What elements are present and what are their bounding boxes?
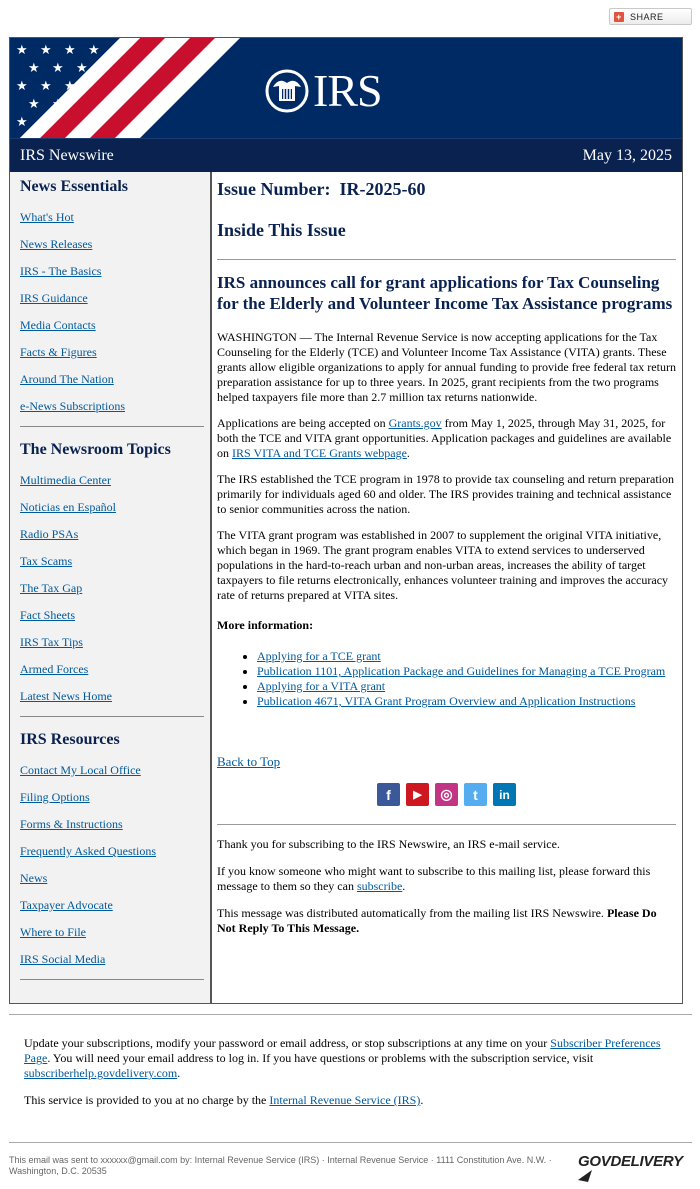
more-info-label: More information:: [217, 618, 314, 632]
header-banner: [10, 38, 682, 138]
sidebar-link[interactable]: Media Contacts: [20, 318, 96, 332]
more-info-link[interactable]: Applying for a VITA grant: [257, 679, 386, 693]
instagram-icon[interactable]: ◎: [435, 783, 458, 806]
sidebar-heading: IRS Resources: [20, 731, 120, 748]
subscription-info: [24, 1036, 674, 1120]
sidebar-link[interactable]: Facts & Figures: [20, 345, 97, 359]
envelope-icon: [578, 1170, 592, 1182]
more-info-link[interactable]: Applying for a TCE grant: [257, 649, 381, 663]
svg-text:★: ★: [52, 97, 64, 112]
paragraph: The IRS established the TCE program in 1978 to provide tax counseling and return preparation primarily for individuals aged 60 and older. The IRS provides training and technical assistance to senior communities across the nation.: [217, 472, 675, 516]
newsletter-frame: [9, 37, 683, 1004]
sidebar-heading: News Essentials: [20, 178, 129, 195]
sidebar-link[interactable]: Taxpayer Advocate: [20, 898, 113, 912]
more-info-link[interactable]: Publication 4671, VITA Grant Program Overview and Application Instructions: [257, 694, 636, 708]
svg-text:★: ★: [40, 43, 52, 58]
logo-wordmark: IRS: [313, 65, 382, 116]
preferences-link[interactable]: Subscriber Preferences Page: [24, 1036, 661, 1065]
issue-number: [217, 177, 676, 201]
youtube-icon[interactable]: ▶: [406, 783, 429, 806]
update-text: Update your subscriptions, modify your password or email address, or stop subscriptions at any time on your Subscriber Preferences Page. You will need your email address to log in. If you have questions or problems with the subscription service, visit subscriberhelp.govdelivery.com.: [24, 1036, 661, 1080]
sent-to-text: This email was sent to xxxxxx@gmail.com by: Internal Revenue Service (IRS) · Internal Revenue Service · 1111 Constitution Ave. N.W. · Washington, D.C. 20535: [9, 1155, 552, 1176]
svg-text:★: ★: [16, 115, 28, 130]
svg-text:★: ★: [16, 43, 28, 58]
sidebar-link[interactable]: News Releases: [20, 237, 93, 251]
thanks-text: Thank you for subscribing to the IRS Newswire, an IRS e-mail service.: [217, 837, 560, 851]
distribution-text: This message was distributed automatically from the mailing list IRS Newswire. Please Do Not Reply To This Message.: [217, 906, 657, 935]
sidebar-link[interactable]: Armed Forces: [20, 662, 89, 676]
sidebar-link[interactable]: IRS Guidance: [20, 291, 88, 305]
divider: [20, 716, 204, 717]
subscribe-link[interactable]: subscribe: [356, 879, 403, 893]
footer-notes: [217, 837, 676, 936]
govdelivery-logo[interactable]: [578, 1153, 700, 1187]
sidebar-link[interactable]: Forms & Instructions: [20, 817, 123, 831]
list-item: [257, 664, 676, 679]
irs-link[interactable]: Internal Revenue Service (IRS): [269, 1093, 421, 1107]
linkedin-icon[interactable]: in: [493, 783, 516, 806]
sidebar-link[interactable]: Frequently Asked Questions: [20, 844, 156, 858]
inside-title: Inside This Issue: [217, 220, 346, 240]
newsletter-title: IRS Newswire: [20, 146, 114, 164]
list-item: [257, 679, 676, 694]
svg-text:★: ★: [40, 79, 52, 94]
sidebar-link[interactable]: Where to File: [20, 925, 86, 939]
sidebar-heading: The Newsroom Topics: [20, 441, 171, 458]
divider: [20, 979, 204, 980]
share-button[interactable]: [609, 8, 692, 25]
sidebar-link[interactable]: What's Hot: [20, 210, 74, 224]
list-item: [257, 694, 676, 709]
grants-gov-link[interactable]: Grants.gov: [388, 416, 442, 430]
govdelivery-wordmark: GOVDELIVERY: [578, 1153, 683, 1170]
svg-text:★: ★: [88, 43, 100, 58]
article-headline: IRS announces call for grant applications for Tax Counseling for the Elderly and Volunteer Income Tax Assistance programs: [217, 273, 673, 313]
facebook-icon[interactable]: f: [377, 783, 400, 806]
social-icons: [217, 783, 676, 806]
sidebar-link[interactable]: Noticias en Español: [20, 500, 116, 514]
svg-text:★: ★: [16, 79, 28, 94]
irs-logo[interactable]: [265, 65, 382, 116]
sidebar-link[interactable]: Tax Scams: [20, 554, 73, 568]
sidebar-link[interactable]: Fact Sheets: [20, 608, 75, 622]
sidebar-link[interactable]: Contact My Local Office: [20, 763, 141, 777]
svg-text:★: ★: [76, 61, 88, 76]
svg-text:★: ★: [28, 97, 40, 112]
sidebar-link[interactable]: The Tax Gap: [20, 581, 83, 595]
svg-text:★: ★: [64, 43, 76, 58]
eagle-emblem-icon: [265, 69, 309, 113]
service-text: This service is provided to you at no charge by the Internal Revenue Service (IRS).: [24, 1093, 424, 1107]
divider: [217, 824, 676, 825]
divider: [9, 1014, 692, 1015]
issue-id: IR-2025-60: [339, 179, 426, 199]
divider: [20, 426, 204, 427]
divider: [217, 259, 676, 260]
sidebar-link[interactable]: e-News Subscriptions: [20, 399, 125, 413]
sidebar-link[interactable]: IRS - The Basics: [20, 264, 102, 278]
back-to-top-link[interactable]: Back to Top: [217, 754, 281, 769]
sidebar: [10, 172, 212, 1003]
sidebar-link[interactable]: Filing Options: [20, 790, 90, 804]
sidebar-link[interactable]: Around The Nation: [20, 372, 114, 386]
sidebar-link[interactable]: IRS Tax Tips: [20, 635, 83, 649]
sidebar-link[interactable]: IRS Social Media: [20, 952, 106, 966]
twitter-icon[interactable]: t: [464, 783, 487, 806]
sidebar-link[interactable]: Multimedia Center: [20, 473, 111, 487]
list-item: [257, 649, 676, 664]
more-info-link[interactable]: Publication 1101, Application Package and Guidelines for Managing a TCE Program: [257, 664, 666, 678]
issue-label: Issue Number:: [217, 179, 331, 199]
svg-text:★: ★: [64, 79, 76, 94]
help-link[interactable]: subscriberhelp.govdelivery.com: [24, 1066, 178, 1080]
issue-date: May 13, 2025: [582, 146, 672, 164]
share-label: SHARE: [630, 11, 664, 22]
main-content: [217, 172, 682, 948]
grants-webpage-link[interactable]: IRS VITA and TCE Grants webpage: [232, 446, 407, 460]
more-info-list: [217, 649, 676, 709]
paragraph: The VITA grant program was established in 2007 to supplement the original VITA initiative, which began in 1969. The grant program enables VITA to extend services to underserved populations in the hard-to-reach urban and non-urban areas, increases the ability of target taxpayers to file returns electronically, enhances volunteer training and improves the accuracy rate of returns prepared at VITA sites.: [217, 528, 669, 602]
title-bar: [10, 138, 682, 172]
sidebar-link[interactable]: Latest News Home: [20, 689, 112, 703]
paragraph: Applications are being accepted on Grants.gov from May 1, 2025, through May 31, 2025, for both the TCE and VITA grant opportunities. Application packages and guidelines are available on IRS VITA and TCE Grants webpage.: [217, 416, 672, 460]
divider: [9, 1142, 692, 1143]
sidebar-link[interactable]: News: [20, 871, 48, 885]
paragraph: WASHINGTON — The Internal Revenue Service is now accepting applications for the Tax Counseling for the Elderly (TCE) and Volunteer Income Tax Assistance (VITA) grants. These grants allow eligible organizations to apply for annual funding to provide free federal tax return preparation assistance for up to three years. In 2025, grant recipients from the two programs helped taxpayers file more than 2.7 million tax returns nationwide.: [217, 330, 676, 404]
svg-text:★: ★: [28, 61, 40, 76]
plus-icon: +: [614, 12, 624, 22]
sidebar-link[interactable]: Radio PSAs: [20, 527, 79, 541]
svg-text:★: ★: [52, 61, 64, 76]
forward-text: If you know someone who might want to subscribe to this mailing list, please forward this message to them so they can subscribe.: [217, 864, 651, 893]
svg-text:★: ★: [40, 115, 52, 130]
